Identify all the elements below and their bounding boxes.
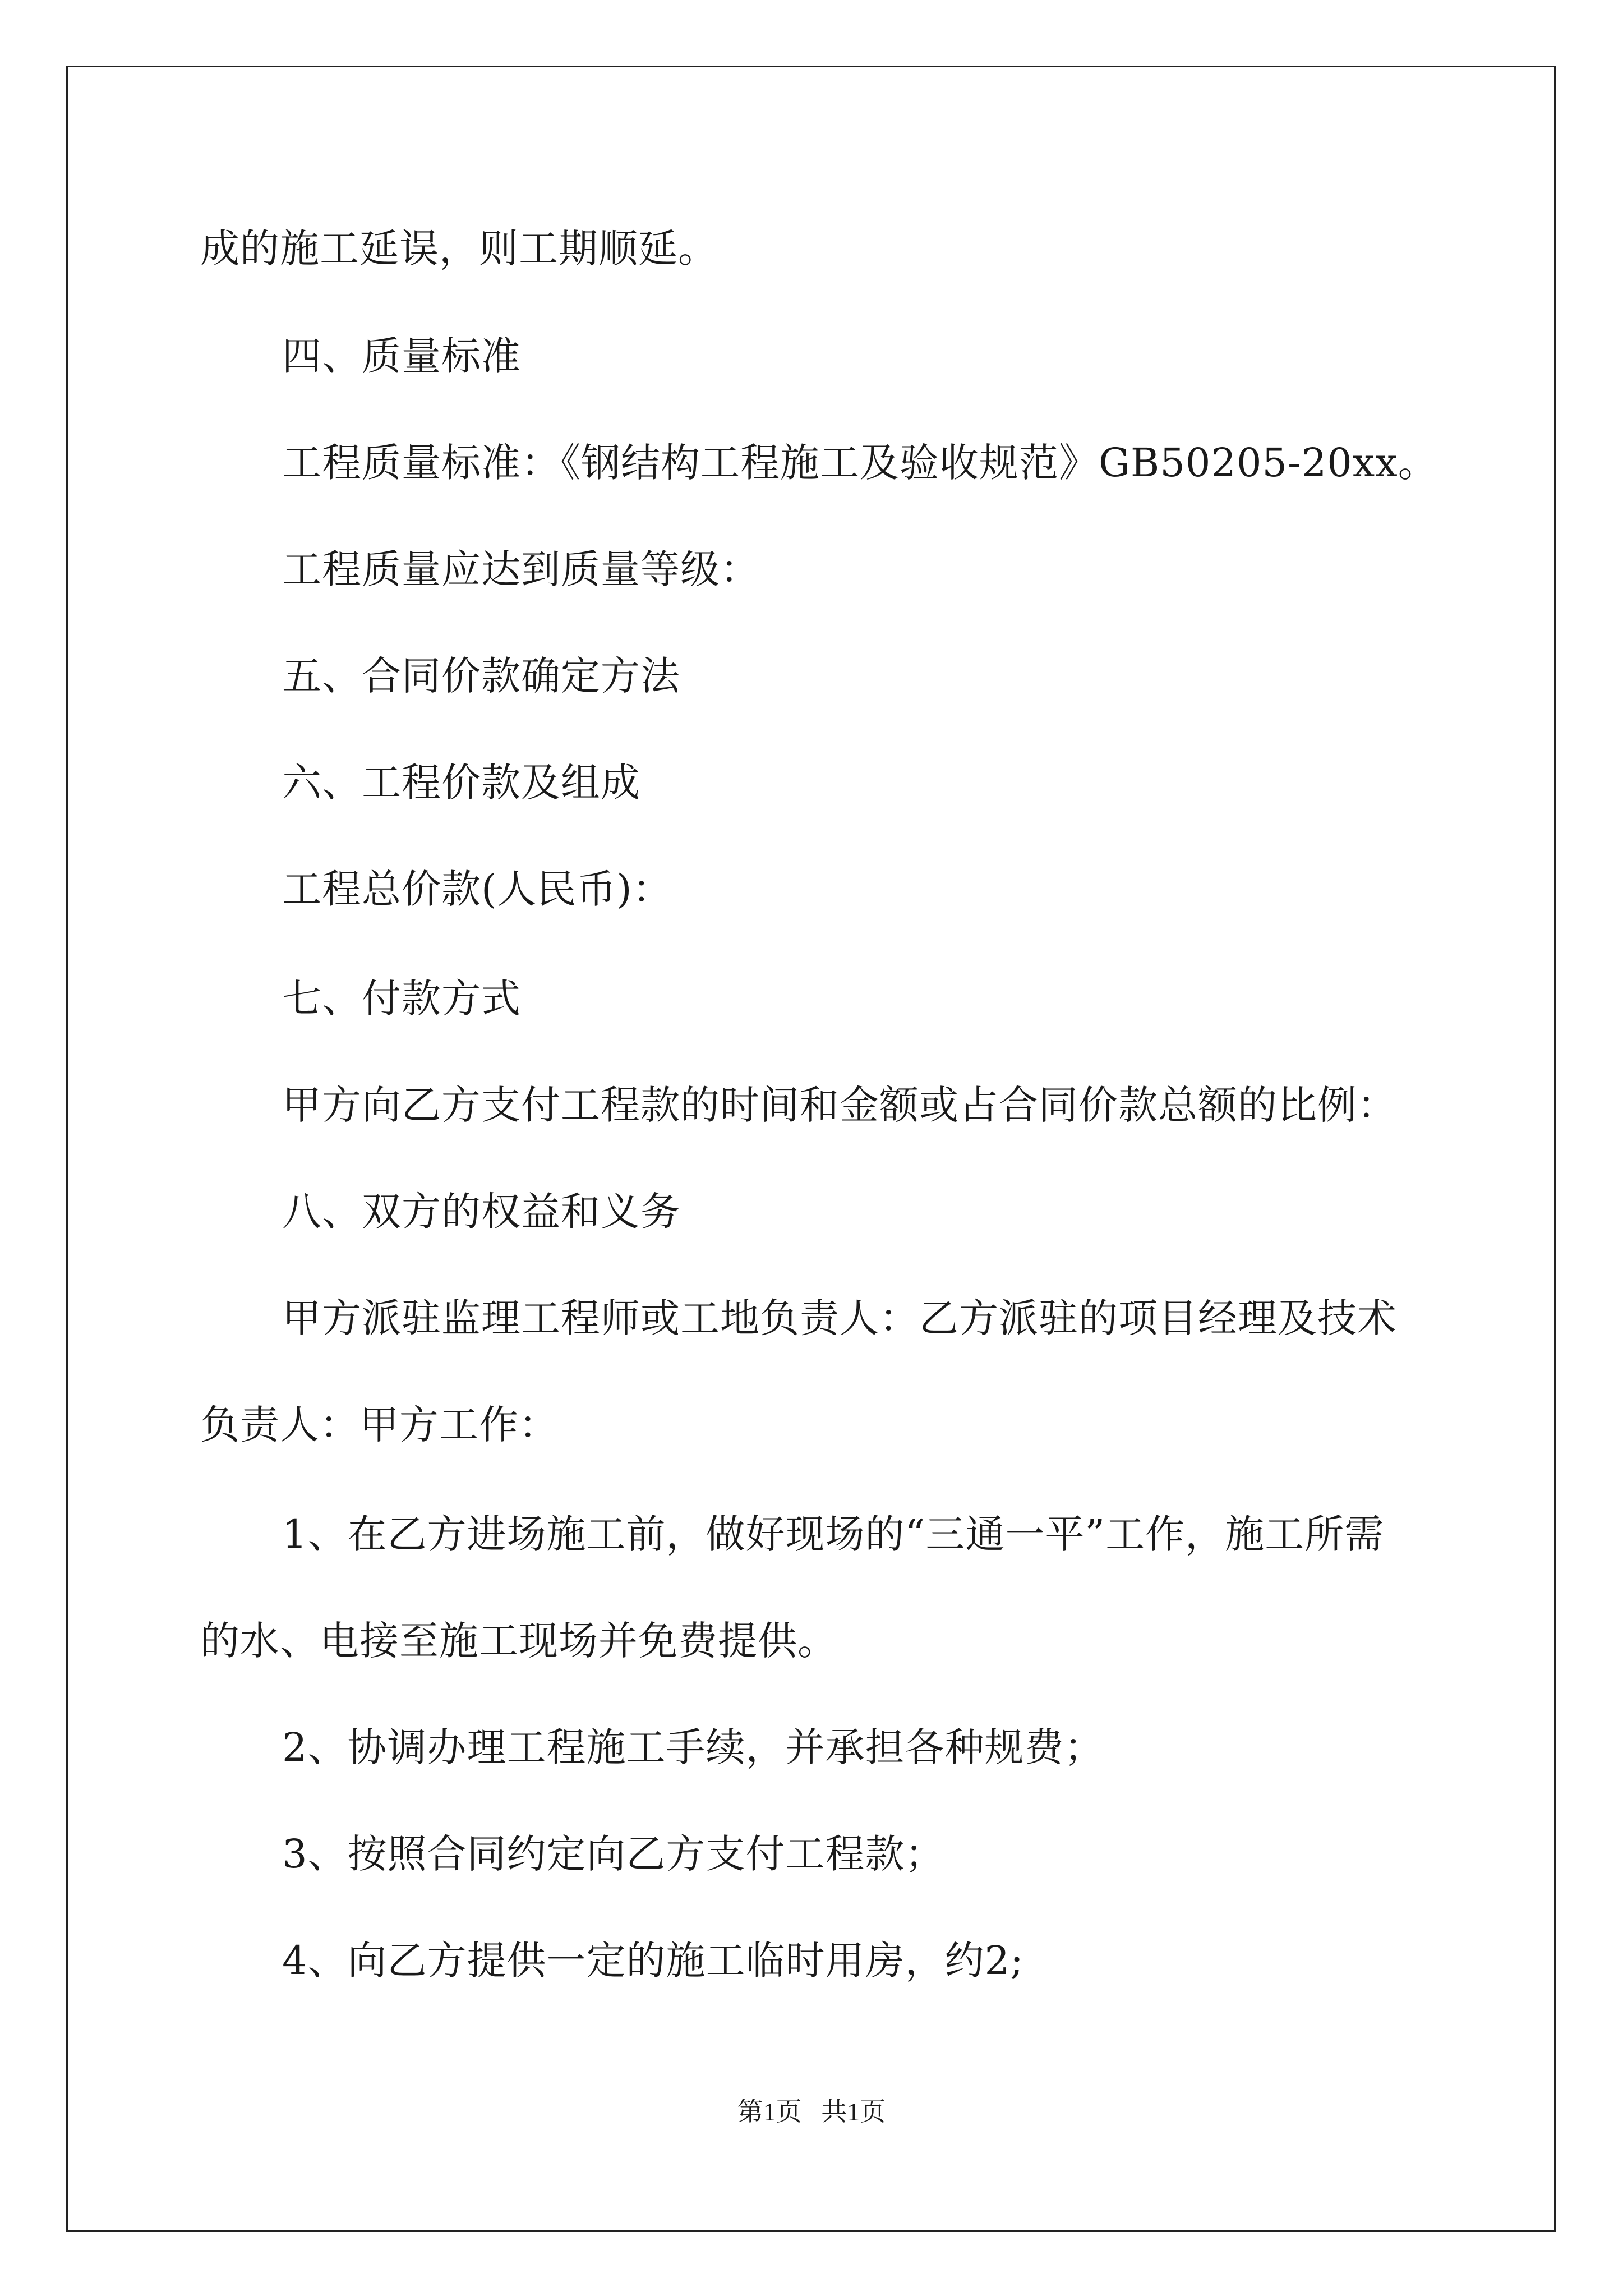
section-heading: 五、合同价款确定方法 [282, 653, 680, 699]
paragraph-line: 工程总价款(人民币)： [282, 866, 672, 912]
list-item: 4、向乙方提供一定的施工临时用房，约2; [282, 1938, 1024, 1984]
paragraph-line: 1、在乙方进场施工前，做好现场的“三通一平”工作，施工所需 [282, 1511, 1385, 1557]
footer-spacer [802, 2097, 822, 2126]
section-heading: 七、付款方式 [282, 976, 521, 1022]
section-heading: 六、工程价款及组成 [282, 760, 640, 806]
paragraph-line: 的水、电接至施工现场并免费提供。 [200, 1618, 837, 1664]
paragraph-line: 成的施工延误，则工期顺延。 [200, 226, 718, 272]
page-border [66, 66, 1556, 2232]
list-item: 2、协调办理工程施工手续，并承担各种规费； [282, 1724, 1104, 1770]
paragraph-line: 工程质量应达到质量等级： [282, 546, 760, 592]
section-heading: 八、双方的权益和义务 [282, 1189, 680, 1235]
paragraph-line: 甲方派驻监理工程师或工地负责人：乙方派驻的项目经理及技术 [282, 1295, 1397, 1341]
page-footer [0, 2098, 1623, 2126]
paragraph-line: 工程质量标准：《钢结构工程施工及验收规范》GB50205-20xx。 [282, 440, 1438, 486]
paragraph-line: 甲方向乙方支付工程款的时间和金额或占合同价款总额的比例： [282, 1082, 1397, 1128]
section-heading: 四、质量标准 [282, 333, 521, 379]
paragraph-line: 负责人：甲方工作： [200, 1402, 559, 1448]
page-total: 共1页 [821, 2097, 886, 2126]
page-number: 第1页 [737, 2097, 802, 2126]
list-item: 3、按照合同约定向乙方支付工程款； [282, 1831, 945, 1877]
